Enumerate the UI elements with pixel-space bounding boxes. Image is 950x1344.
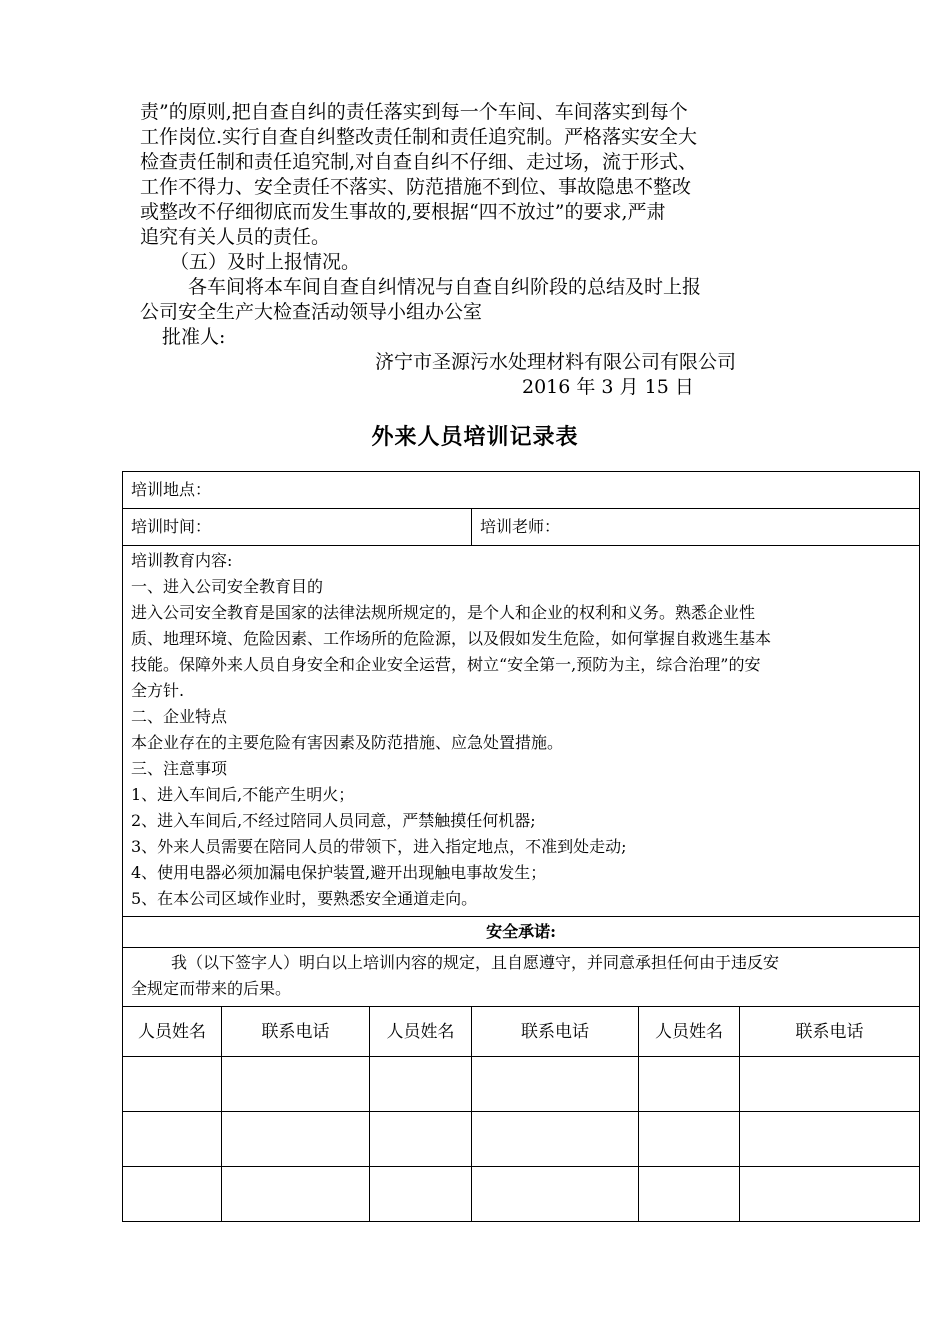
content-line: 3、外来人员需要在陪同人员的带领下，进入指定地点，不准到处走动; xyxy=(131,837,627,856)
text-line: 责”的原则,把自查自纠的责任落实到每一个车间、车间落实到每个 xyxy=(140,101,688,123)
blank-cell[interactable] xyxy=(472,1057,639,1112)
content-line: 全方针. xyxy=(131,681,185,700)
top-paragraph xyxy=(140,100,805,350)
teacher-field[interactable]: 培训老师： xyxy=(472,509,920,546)
content-line: 2、进入车间后,不经过陪同人员同意，严禁触摸任何机器; xyxy=(131,811,536,830)
blank-cell[interactable] xyxy=(639,1112,740,1167)
text-line: 各车间将本车间自查自纠情况与自查自纠阶段的总结及时上报 xyxy=(188,276,702,298)
blank-cell[interactable] xyxy=(472,1112,639,1167)
blank-cell[interactable] xyxy=(370,1167,472,1222)
blank-cell[interactable] xyxy=(740,1057,920,1112)
column-header-phone: 联系电话 xyxy=(740,1007,920,1057)
content-line: 技能。保障外来人员自身安全和企业安全运营，树立“安全第一,预防为主，综合治理”的安 xyxy=(131,655,761,674)
training-content-cell xyxy=(123,546,920,917)
table-row xyxy=(123,1112,920,1167)
commitment-line: 全规定而带来的后果。 xyxy=(131,979,292,998)
content-line: 二、企业特点 xyxy=(131,707,228,726)
blank-cell[interactable] xyxy=(370,1057,472,1112)
text-line: 或整改不仔细彻底而发生事故的,要根据“四不放过”的要求,严肃 xyxy=(140,201,666,223)
content-line: 进入公司安全教育是国家的法律法规所规定的，是个人和企业的权利和义务。熟悉企业性 xyxy=(131,603,756,622)
blank-cell[interactable] xyxy=(370,1112,472,1167)
column-header-name: 人员姓名 xyxy=(639,1007,740,1057)
blank-cell[interactable] xyxy=(222,1112,370,1167)
table-row xyxy=(123,1057,920,1112)
blank-cell[interactable] xyxy=(123,1112,222,1167)
content-line: 三、注意事项 xyxy=(131,759,228,778)
blank-cell[interactable] xyxy=(740,1167,920,1222)
blank-cell[interactable] xyxy=(639,1167,740,1222)
table-row xyxy=(123,1167,920,1222)
text-line: 追究有关人员的责任。 xyxy=(140,226,331,248)
content-line: 5、在本公司区域作业时，要熟悉安全通道走向。 xyxy=(131,889,478,908)
content-line: 本企业存在的主要危险有害因素及防范措施、应急处置措施。 xyxy=(131,733,564,752)
content-line: 1、进入车间后,不能产生明火； xyxy=(131,785,355,804)
content-line: 培训教育内容: xyxy=(131,551,233,570)
company-name: 济宁市圣源污水处理材料有限公司有限公司 xyxy=(375,351,737,373)
column-header-name: 人员姓名 xyxy=(123,1007,222,1057)
column-header-phone: 联系电话 xyxy=(222,1007,370,1057)
blank-cell[interactable] xyxy=(123,1167,222,1222)
blank-cell[interactable] xyxy=(472,1167,639,1222)
sign-date: 2016 年 3 月 15 日 xyxy=(522,376,694,398)
content-line: 4、使用电器必须加漏电保护装置,避开出现触电事故发生； xyxy=(131,863,547,882)
section5-heading: （五）及时上报情况。 xyxy=(170,251,361,273)
text-line: 工作不得力、安全责任不落实、防范措施不到位、事故隐患不整改 xyxy=(140,176,692,198)
column-header-name: 人员姓名 xyxy=(370,1007,472,1057)
commitment-line: 我（以下签字人）明白以上培训内容的规定，且自愿遵守，并同意承担任何由于违反安 xyxy=(171,953,780,972)
training-record-table xyxy=(122,471,920,1222)
blank-cell[interactable] xyxy=(222,1167,370,1222)
form-title: 外来人员培训记录表 xyxy=(371,424,579,450)
commitment-text-cell xyxy=(123,948,920,1007)
blank-cell[interactable] xyxy=(639,1057,740,1112)
location-field[interactable]: 培训地点： xyxy=(123,472,920,509)
blank-cell[interactable] xyxy=(222,1057,370,1112)
commitment-heading: 安全承诺: xyxy=(123,917,920,948)
column-header-phone: 联系电话 xyxy=(472,1007,639,1057)
text-line: 检查责任制和责任追究制,对自查自纠不仔细、走过场，流于形式、 xyxy=(140,151,698,173)
approver-label: 批准人: xyxy=(162,326,226,348)
blank-cell[interactable] xyxy=(123,1057,222,1112)
blank-cell[interactable] xyxy=(740,1112,920,1167)
content-line: 质、地理环境、危险因素、工作场所的危险源，以及假如发生危险，如何掌握自救逃生基本 xyxy=(131,629,772,648)
time-field[interactable]: 培训时间： xyxy=(123,509,472,546)
text-line: 工作岗位.实行自查自纠整改责任制和责任追究制。严格落实安全大 xyxy=(140,126,698,148)
content-line: 一、进入公司安全教育目的 xyxy=(131,577,324,596)
text-line: 公司安全生产大检查活动领导小组办公室 xyxy=(140,301,483,323)
